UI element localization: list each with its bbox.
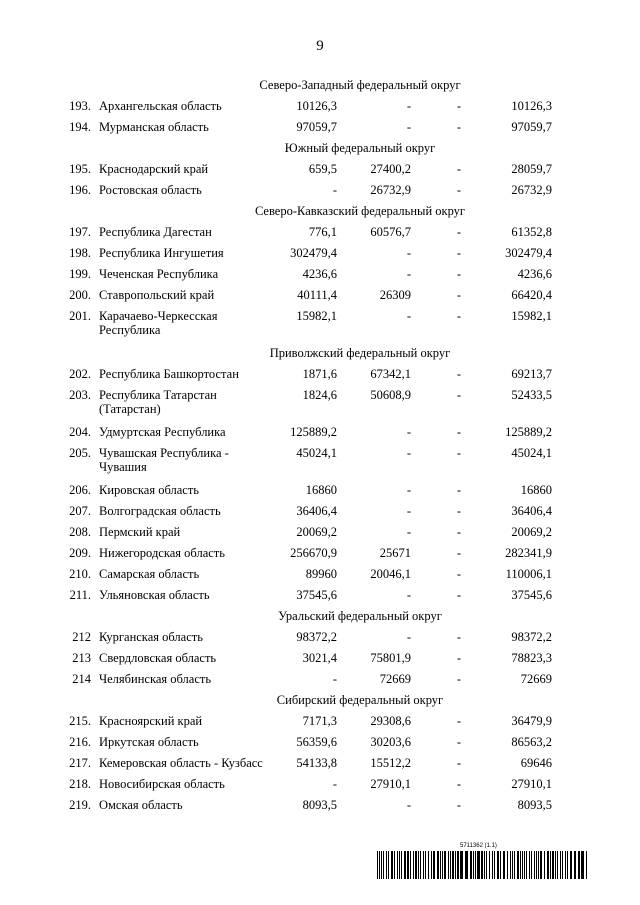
table-row (0, 669, 640, 690)
value-col-2: 25671 (379, 546, 411, 560)
value-total: 26732,9 (511, 183, 552, 197)
row-number: 205. (69, 446, 91, 460)
value-col-1: 15982,1 (296, 309, 337, 323)
value-total: 61352,8 (511, 225, 552, 239)
value-col-1: 256670,9 (290, 546, 337, 560)
value-col-2: - (406, 798, 411, 812)
value-total: 72669 (520, 672, 552, 686)
value-col-2: 30203,6 (370, 735, 411, 749)
value-col-3: - (456, 388, 461, 402)
row-number: 202. (69, 367, 91, 381)
page-number: 9 (316, 38, 324, 54)
table-row (0, 522, 640, 543)
value-col-1: 1824,6 (302, 388, 337, 402)
value-col-2: 67342,1 (370, 367, 411, 381)
region-name: Кировская область (99, 483, 200, 497)
value-total: 15982,1 (511, 309, 552, 323)
region-name: Архангельская область (99, 99, 222, 113)
value-total: 20069,2 (511, 525, 552, 539)
value-col-2: 26309 (379, 288, 411, 302)
value-col-2: - (406, 99, 411, 113)
district-heading: Южный федеральный округ (284, 141, 436, 155)
table-row (0, 180, 640, 201)
row-number: 193. (69, 99, 91, 113)
value-total: 45024,1 (511, 446, 552, 460)
table-row (0, 732, 640, 753)
value-total: 66420,4 (511, 288, 552, 302)
row-number: 206. (69, 483, 91, 497)
region-name: Самарская область (99, 567, 200, 581)
table-row (0, 543, 640, 564)
value-total: 69213,7 (511, 367, 552, 381)
row-number: 211. (69, 588, 91, 602)
table-row (0, 480, 640, 501)
value-col-2: 50608,9 (370, 388, 411, 402)
row-number: 201. (69, 309, 91, 323)
district-heading: Северо-Западный федеральный округ (259, 78, 461, 92)
table-row (0, 564, 640, 585)
region-name: Челябинская область (99, 672, 212, 686)
value-col-1: 8093,5 (302, 798, 337, 812)
value-col-1: 56359,6 (296, 735, 337, 749)
table-row (0, 159, 640, 180)
region-name: Карачаево-Черкесская Республика (99, 309, 218, 337)
value-total: 78823,3 (511, 651, 552, 665)
value-col-3: - (456, 777, 461, 791)
value-total: 97059,7 (511, 120, 552, 134)
value-col-2: 72669 (379, 672, 411, 686)
table-row (0, 711, 640, 732)
row-number: 200. (69, 288, 91, 302)
value-total: 282341,9 (505, 546, 552, 560)
table-row (0, 585, 640, 606)
value-col-3: - (456, 162, 461, 176)
table-row (0, 364, 640, 385)
row-number: 198. (69, 246, 91, 260)
value-col-2: - (406, 630, 411, 644)
row-number: 208. (69, 525, 91, 539)
value-col-1: 125889,2 (290, 425, 337, 439)
row-number: 204. (69, 425, 91, 439)
row-number: 195. (69, 162, 91, 176)
region-name: Иркутская область (99, 735, 199, 749)
row-number: 210. (69, 567, 91, 581)
value-col-3: - (456, 246, 461, 260)
table-row (0, 306, 640, 343)
value-col-3: - (456, 651, 461, 665)
region-name: Новосибирская область (99, 777, 225, 791)
region-name: Пермский край (99, 525, 181, 539)
region-name: Ростовская область (99, 183, 202, 197)
row-number: 213 (72, 651, 91, 665)
value-col-2: 60576,7 (370, 225, 411, 239)
value-col-3: - (456, 120, 461, 134)
value-total: 86563,2 (511, 735, 552, 749)
value-total: 302479,4 (505, 246, 552, 260)
value-col-2: 75801,9 (370, 651, 411, 665)
row-number: 215. (69, 714, 91, 728)
value-total: 10126,3 (511, 99, 552, 113)
table-row (0, 443, 640, 480)
row-number: 216. (69, 735, 91, 749)
table-row (0, 222, 640, 243)
value-col-2: - (406, 309, 411, 323)
document-table (0, 75, 640, 816)
value-col-1: - (332, 777, 337, 791)
value-col-3: - (456, 756, 461, 770)
region-name: Удмуртская Республика (99, 425, 226, 439)
value-total: 36479,9 (511, 714, 552, 728)
region-name: Ульяновская область (99, 588, 210, 602)
region-name: Чеченская Республика (99, 267, 219, 281)
table-row (0, 795, 640, 816)
value-col-3: - (456, 367, 461, 381)
value-col-3: - (456, 99, 461, 113)
table-row (0, 117, 640, 138)
table-row (0, 648, 640, 669)
value-col-2: - (406, 120, 411, 134)
value-total: 110006,1 (505, 567, 552, 581)
value-col-1: - (332, 183, 337, 197)
row-number: 197. (69, 225, 91, 239)
region-name: Республика Татарстан (Татарстан) (99, 388, 217, 416)
value-col-2: - (406, 483, 411, 497)
value-col-3: - (456, 267, 461, 281)
region-name: Омская область (99, 798, 183, 812)
value-total: 16860 (520, 483, 552, 497)
table-row (0, 422, 640, 443)
row-number: 212 (72, 630, 91, 644)
table-row (0, 243, 640, 264)
region-name: Курганская область (99, 630, 203, 644)
value-col-2: - (406, 246, 411, 260)
value-col-1: 36406,4 (296, 504, 337, 518)
table-row (0, 501, 640, 522)
region-name: Нижегородская область (99, 546, 225, 560)
region-name: Свердловская область (99, 651, 217, 665)
value-col-3: - (456, 672, 461, 686)
table-row (0, 753, 640, 774)
value-total: 8093,5 (517, 798, 552, 812)
value-col-3: - (456, 588, 461, 602)
row-number: 203. (69, 388, 91, 402)
value-col-1: 1871,6 (302, 367, 337, 381)
value-col-3: - (456, 425, 461, 439)
value-col-3: - (456, 483, 461, 497)
value-col-2: - (406, 446, 411, 460)
value-col-1: 89960 (305, 567, 337, 581)
region-name: Мурманская область (99, 120, 209, 134)
value-col-2: 29308,6 (370, 714, 411, 728)
value-col-3: - (456, 567, 461, 581)
value-col-1: 3021,4 (302, 651, 337, 665)
value-col-1: 45024,1 (296, 446, 337, 460)
district-heading: Северо-Кавказский федеральный округ (254, 204, 466, 218)
value-col-3: - (456, 798, 461, 812)
value-col-2: - (406, 588, 411, 602)
row-number: 214 (72, 672, 91, 686)
value-col-3: - (456, 504, 461, 518)
value-col-1: 16860 (305, 483, 337, 497)
value-col-1: - (332, 672, 337, 686)
row-number: 199. (69, 267, 91, 281)
value-col-3: - (456, 546, 461, 560)
row-number: 219. (69, 798, 91, 812)
value-col-3: - (456, 735, 461, 749)
row-number: 218. (69, 777, 91, 791)
row-number: 196. (69, 183, 91, 197)
value-total: 27910,1 (511, 777, 552, 791)
value-col-2: - (406, 504, 411, 518)
region-name: Краснодарский край (99, 162, 209, 176)
value-col-2: 27400,2 (370, 162, 411, 176)
document-stamp: 5711362 (1.1) (460, 843, 497, 849)
value-col-1: 97059,7 (296, 120, 337, 134)
value-col-1: 302479,4 (290, 246, 337, 260)
region-name: Ставропольский край (99, 288, 215, 302)
district-heading: Уральский федеральный округ (278, 609, 442, 623)
region-name: Красноярский край (99, 714, 203, 728)
value-col-3: - (456, 525, 461, 539)
table-row (0, 627, 640, 648)
value-col-3: - (456, 183, 461, 197)
value-col-2: 26732,9 (370, 183, 411, 197)
value-col-1: 7171,3 (302, 714, 337, 728)
value-col-1: 4236,6 (302, 267, 337, 281)
value-total: 36406,4 (511, 504, 552, 518)
value-col-2: - (406, 425, 411, 439)
row-number: 209. (69, 546, 91, 560)
value-total: 98372,2 (511, 630, 552, 644)
value-col-3: - (456, 309, 461, 323)
value-col-2: 20046,1 (370, 567, 411, 581)
value-total: 52433,5 (511, 388, 552, 402)
value-col-1: 776,1 (308, 225, 337, 239)
value-total: 28059,7 (511, 162, 552, 176)
value-col-1: 54133,8 (296, 756, 337, 770)
value-total: 4236,6 (517, 267, 552, 281)
row-number: 217. (69, 756, 91, 770)
table-row (0, 774, 640, 795)
barcode (377, 851, 589, 879)
value-col-3: - (456, 714, 461, 728)
value-col-3: - (456, 630, 461, 644)
value-col-2: - (406, 267, 411, 281)
region-name: Кемеровская область - Кузбасс (99, 756, 263, 770)
table-row (0, 264, 640, 285)
region-name: Республика Дагестан (99, 225, 212, 239)
value-total: 69646 (520, 756, 552, 770)
region-name: Чувашская Республика - Чувашия (99, 446, 229, 474)
district-heading: Приволжский федеральный округ (269, 346, 451, 360)
row-number: 207. (69, 504, 91, 518)
value-col-3: - (456, 225, 461, 239)
value-col-2: 15512,2 (370, 756, 411, 770)
value-col-3: - (456, 288, 461, 302)
table-row (0, 385, 640, 422)
value-col-1: 20069,2 (296, 525, 337, 539)
row-number: 194. (69, 120, 91, 134)
value-col-1: 10126,3 (296, 99, 337, 113)
value-col-1: 659,5 (308, 162, 337, 176)
value-col-1: 98372,2 (296, 630, 337, 644)
value-col-1: 40111,4 (297, 288, 337, 302)
table-row (0, 96, 640, 117)
value-total: 125889,2 (505, 425, 552, 439)
district-heading: Сибирский федеральный округ (276, 693, 444, 707)
region-name: Республика Башкортостан (99, 367, 239, 381)
value-col-2: 27910,1 (370, 777, 411, 791)
value-col-1: 37545,6 (296, 588, 337, 602)
value-col-2: - (406, 525, 411, 539)
value-total: 37545,6 (511, 588, 552, 602)
region-name: Волгоградская область (99, 504, 221, 518)
table-row (0, 285, 640, 306)
region-name: Республика Ингушетия (99, 246, 224, 260)
value-col-3: - (456, 446, 461, 460)
